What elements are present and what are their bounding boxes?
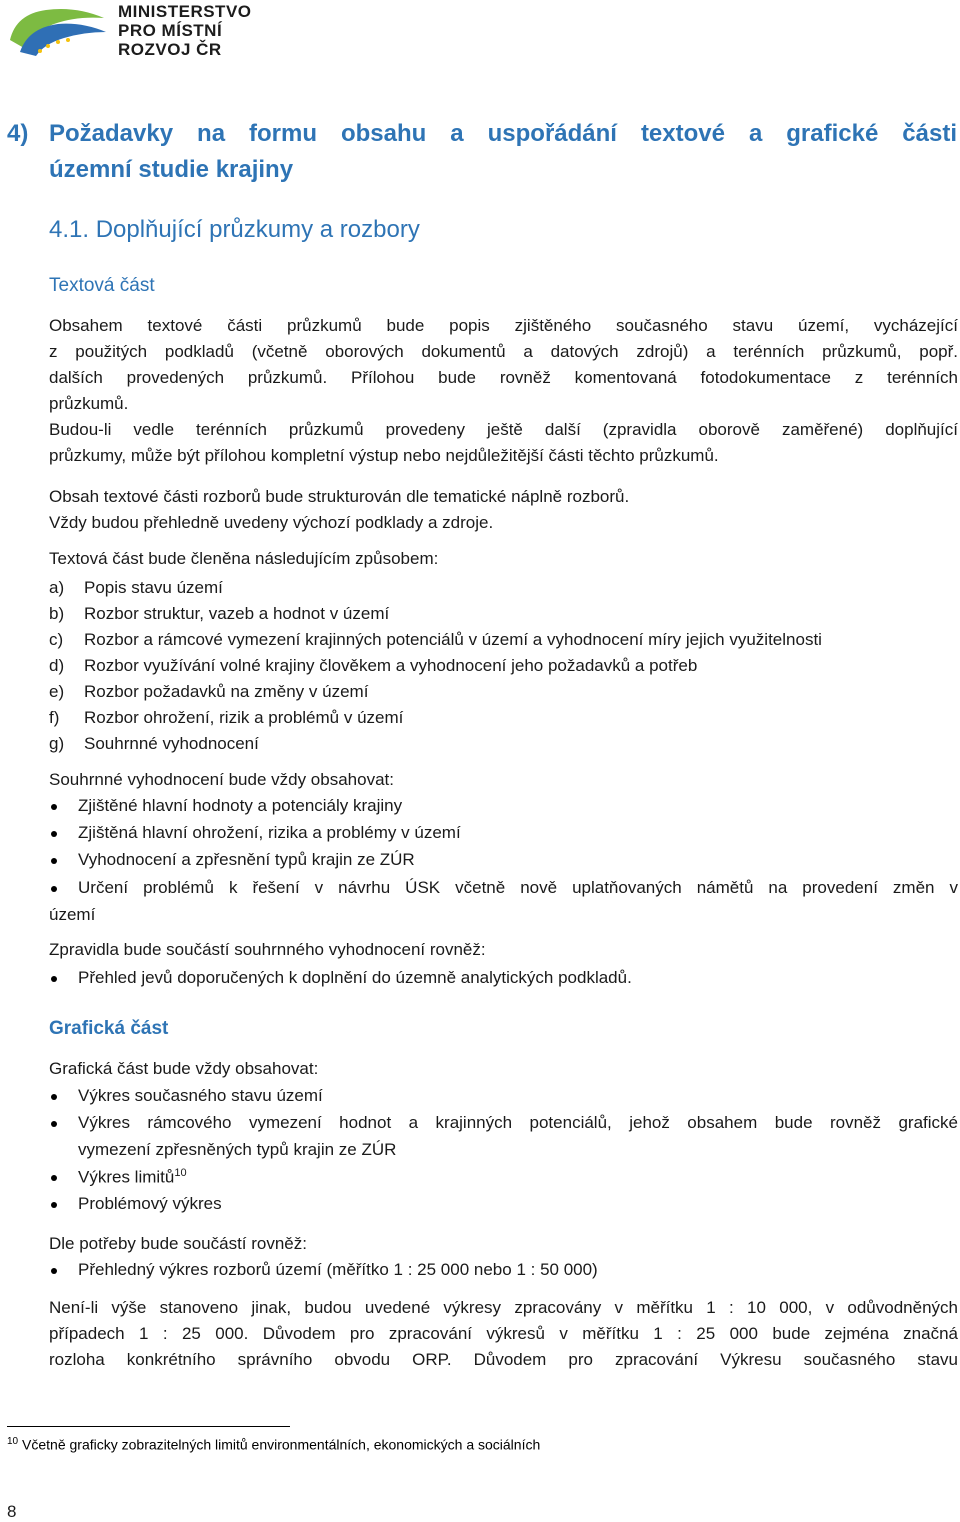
list-mark: c) (49, 630, 64, 649)
list-mark: e) (49, 682, 65, 701)
textova-cast-heading: Textová část (49, 275, 155, 296)
bullet-icon (51, 1121, 57, 1127)
bullet-text-wrapped (78, 1113, 958, 1133)
dle-intro: Dle potřeby bude součástí rovněž: (49, 1234, 307, 1253)
bullet-text: Výkres současného stavu území (78, 1086, 323, 1105)
bullet-icon (51, 1202, 57, 1208)
list-text: Souhrnné vyhodnocení (84, 734, 259, 753)
text-line: Vždy budou přehledně uvedeny výchozí podklady a zdroje. (49, 513, 494, 532)
list-mark: a) (49, 578, 65, 597)
structure-paragraph (49, 484, 629, 536)
text-line: případech 1 : 25 000. Důvodem pro zpracování výkresů v měřítku 1 : 25 000 bude zejména značná (49, 1324, 958, 1343)
zpravidla-intro: Zpravidla bude součástí souhrnného vyhodnocení rovněž: (49, 940, 486, 959)
bullet-text: Přehled jevů doporučených k doplnění do územně analytických podkladů. (78, 968, 632, 987)
text-line: Obsahem textové části průzkumů bude popis zjištěného současného stavu území, vycházející (49, 316, 958, 335)
subsection-title: 4.1. Doplňující průzkumy a rozbory (49, 216, 420, 243)
bullet-text: Zjištěná hlavní ohrožení, rizika a problémy v území (78, 823, 461, 842)
bullet-text-wrapped (78, 878, 958, 898)
list-text: Popis stavu území (84, 578, 223, 597)
text-line: dalších provedených průzkumů. Přílohou bude rovněž komentovaná fotodokumentace z terénních (49, 368, 958, 387)
list-text: Rozbor využívání volné krajiny člověkem a vyhodnocení jeho požadavků a potřeb (84, 656, 698, 675)
text-line: Není-li výše stanoveno jinak, budou uvedené výkresy zpracovány v měřítku 1 : 10 000, v odůvodněných (49, 1298, 958, 1317)
footnote (7, 1436, 540, 1453)
list-mark: b) (49, 604, 65, 623)
list-item (49, 627, 822, 653)
text-line: průzkumů. (49, 394, 129, 413)
lettered-list (49, 575, 822, 757)
bullet-text: Vyhodnocení a zpřesnění typů krajin ze ZÚR (78, 850, 415, 869)
bullet-text: Problémový výkres (78, 1194, 222, 1213)
list-mark: g) (49, 734, 65, 753)
footnote-separator (7, 1426, 290, 1427)
list-text: Rozbor struktur, vazeb a hodnot v území (84, 604, 390, 623)
footnote-text: Včetně graficky zobrazitelných limitů environmentálních, ekonomických a sociálních (22, 1436, 541, 1453)
textova-intro-paragraph (49, 316, 958, 472)
graficka-intro: Grafická část bude vždy obsahovat: (49, 1059, 319, 1078)
section-title-line-1 (49, 120, 957, 148)
list-text: Rozbor požadavků na změny v území (84, 682, 369, 701)
list-mark: d) (49, 656, 65, 675)
list-item (49, 575, 822, 601)
footnote-ref: 10 (174, 1167, 187, 1179)
souhrn-intro: Souhrnné vyhodnocení bude vždy obsahovat: (49, 770, 394, 789)
text-line: z použitých podkladů (včetně oborových dokumentů a datových zdrojů) a terénních průzkumů, popř. (49, 342, 958, 361)
bullet-text-continuation: vymezení zpřesněných typů krajin ze ZÚR (78, 1140, 397, 1159)
graficka-cast-heading: Grafická část (49, 1018, 169, 1039)
list-item (49, 731, 822, 757)
page-number: 8 (7, 1502, 17, 1521)
bullet-icon (51, 804, 57, 810)
text-line: Výkres rámcového vymezení hodnot a krajinných potenciálů, jehož obsahem bude rovněž grafické (78, 1113, 958, 1132)
bullet-text: Přehledný výkres rozborů území (měřítko 1 : 25 000 nebo 1 : 50 000) (78, 1260, 598, 1279)
bullet-text: Zjištěné hlavní hodnoty a potenciály krajiny (78, 796, 403, 815)
list-text: Rozbor a rámcové vymezení krajinných potenciálů v území a vyhodnocení míry jejich využitelnosti (84, 630, 822, 649)
bullet-icon (51, 1094, 57, 1100)
text-line: rozloha konkrétního správního obvodu ORP. Důvodem pro zpracování Výkresu současného stavu (49, 1350, 958, 1369)
text-line: Budou-li vedle terénních průzkumů provedeny ještě další (zpravidla oborově zaměřené) doplňující (49, 420, 958, 439)
text-line: Určení problémů k řešení v návrhu ÚSK včetně nově uplatňovaných námětů na provedení změn v (78, 878, 958, 897)
list-item (49, 679, 822, 705)
text-line: průzkumy, může být přílohou kompletní výstup nebo nejdůležitější části těchto průzkumů. (49, 446, 719, 465)
ministry-logo-emblem-icon (6, 2, 111, 58)
list-text: Rozbor ohrožení, rizik a problémů v území (84, 708, 404, 727)
list-item (49, 653, 822, 679)
logo-line-1: MINISTERSTVO (118, 2, 252, 21)
bullet-icon (51, 1175, 57, 1181)
logo-wordmark (118, 2, 252, 59)
text-line: Obsah textové části rozborů bude strukturován dle tematické náplně rozborů. (49, 487, 630, 506)
list-item (49, 601, 822, 627)
ministry-logo (6, 2, 266, 58)
bullet-icon (51, 858, 57, 864)
bullet-icon (51, 976, 57, 982)
list-item (49, 705, 822, 731)
list-mark: f) (49, 708, 60, 727)
limits-text: Výkres limitů (78, 1167, 175, 1187)
footnote-number: 10 (7, 1436, 19, 1447)
final-paragraph (49, 1298, 958, 1376)
list-intro: Textová část bude členěna následujícím způsobem: (49, 549, 439, 568)
bullet-icon (51, 886, 57, 892)
bullet-text-continuation: území (49, 905, 96, 924)
bullet-icon (51, 831, 57, 837)
section-number: 4) (7, 120, 29, 147)
bullet-text-limits (78, 1167, 187, 1188)
section-title-line-2: územní studie krajiny (49, 156, 294, 183)
bullet-icon (51, 1268, 57, 1274)
logo-line-2: PRO MÍSTNÍ (118, 21, 223, 40)
logo-line-3: ROZVOJ ČR (118, 40, 222, 59)
section-title-text-1: Požadavky na formu obsahu a uspořádání textové a grafické části (49, 120, 957, 147)
